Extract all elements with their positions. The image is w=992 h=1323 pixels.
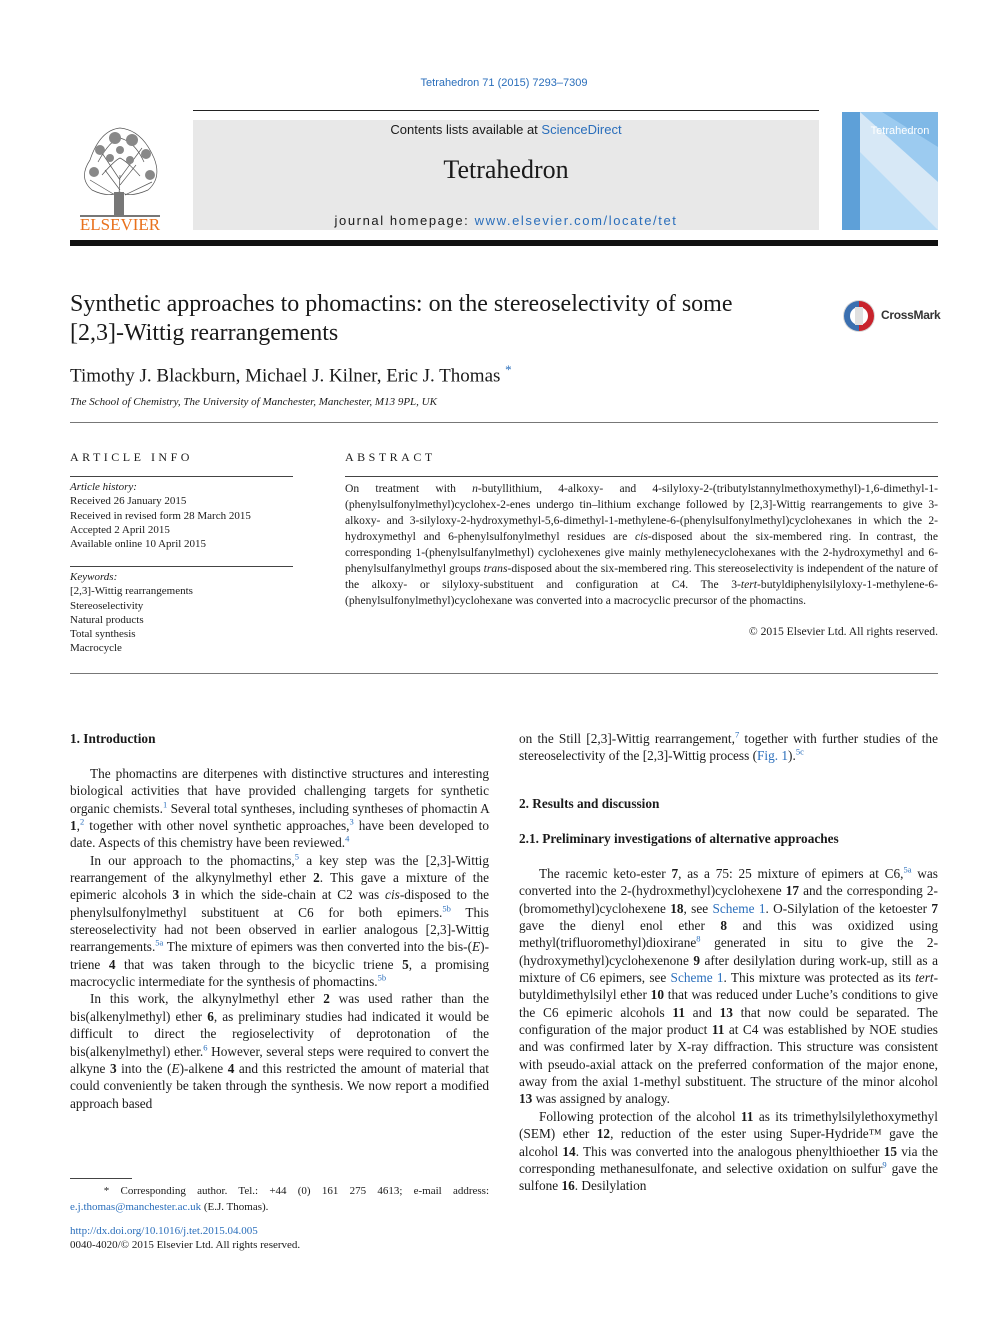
article-info-rule	[70, 476, 293, 477]
history-received: Received 26 January 2015	[70, 495, 187, 508]
keyword-item: [2,3]-Wittig rearrangements	[70, 585, 193, 598]
keyword-item: Stereoselectivity	[70, 599, 144, 612]
section-heading-results: 2. Results and discussion	[519, 796, 660, 811]
elsevier-tree-icon	[70, 120, 170, 235]
journal-reference[interactable]: Tetrahedron 71 (2015) 7293–7309	[420, 77, 588, 89]
contents-prefix: Contents lists available at	[390, 122, 542, 137]
sciencedirect-link[interactable]: ScienceDirect	[541, 122, 622, 137]
journal-cover[interactable]	[842, 112, 938, 230]
corresponding-author-footnote	[70, 1183, 489, 1215]
top-rule	[193, 110, 819, 111]
keyword-item: Natural products	[70, 613, 144, 626]
history-online: Available online 10 April 2015	[70, 538, 207, 551]
footnote-suffix: (E.J. Thomas).	[201, 1201, 269, 1213]
cover-title: Tetrahedron	[870, 125, 930, 137]
section-heading-introduction: 1. Introduction	[70, 731, 156, 746]
footnote-text: * Corresponding author. Tel.: +44 (0) 161 275 4613; e-mail address:	[103, 1185, 490, 1197]
abstract-heading: ABSTRACT	[345, 450, 436, 464]
author-names: Timothy J. Blackburn, Michael J. Kilner, Eric J. Thomas	[70, 365, 501, 387]
contents-line	[193, 122, 819, 137]
subsection-heading-preliminary: 2.1. Preliminary investigations of alternative approaches	[519, 831, 839, 846]
crossmark-badge[interactable]	[842, 297, 942, 335]
intro-paragraph: The phomactins are diterpenes with distinctive structures and interesting biological activities that have provided challenging targets for synthetic organic chemists.$^1$ Several total syntheses, including syntheses of phomactin A 1,$^2$ together with other novel synthetic approaches,$^3$ have been developed to date. Aspects of this chemistry have been reviewed.$^4$	[70, 766, 489, 851]
article-history	[70, 480, 295, 551]
article-title: Synthetic approaches to phomactins: on the stereoselectivity of some [2,3]-Wittig rearrangements	[70, 291, 733, 346]
intro-paragraph: In our approach to the phomactins,$^5$ a key step was the [2,3]-Wittig rearrangement of the alkynylmethyl ether 2. This gave a mixture of the epimeric alcohols 3 in which the side-chain at C2 was cis-disposed to the phenylsulfonylmethyl substituent at C6 for both epimers.$^{5b}$ This stereoselectivity had not been observed in earlier analogous [2,3]-Wittig rearrangements.$^{5a}$ The mixture of epimers was then converted into the bis-(E)-triene 4 that was taken through to the bicyclic triene 5, a promising macrocyclic intermediate for the synthesis of phomactins.$^{5b}$	[70, 851, 490, 990]
doi-link[interactable]: http://dx.doi.org/10.1016/j.tet.2015.04.005	[70, 1225, 258, 1237]
abstract-rule	[345, 476, 938, 477]
keyword-item: Macrocycle	[70, 642, 122, 655]
body-rule	[70, 673, 938, 674]
right-column-intro-continuation	[519, 730, 938, 765]
intro-paragraph: on the Still [2,3]-Wittig rearrangement,$^7$ together with further studies of the stereoselectivity of the [2,3]-Wittig process (Fig. 1).$^{5c}$	[519, 729, 938, 764]
homepage-link[interactable]: www.elsevier.com/locate/tet	[474, 213, 678, 228]
author-list	[70, 362, 512, 387]
abstract-copyright: © 2015 Elsevier Ltd. All rights reserved.	[748, 625, 938, 638]
affiliation-rule	[70, 422, 938, 423]
affiliation: The School of Chemistry, The University of Manchester, Manchester, M13 9PL, UK	[70, 396, 437, 408]
keyword-item: Total synthesis	[70, 628, 136, 641]
author-email-link[interactable]: e.j.thomas@manchester.ac.uk	[70, 1201, 202, 1213]
right-column-text	[519, 865, 938, 1195]
keywords-label: Keywords:	[70, 571, 118, 583]
keywords	[70, 570, 295, 656]
homepage-line	[193, 213, 819, 228]
journal-name: Tetrahedron	[443, 155, 569, 184]
left-column-text	[70, 765, 489, 1112]
history-revised: Received in revised form 28 March 2015	[70, 509, 251, 522]
crossmark-icon	[842, 297, 876, 335]
abstract-text: On treatment with n-butyllithium, 4-alkoxy- and 4-silyloxy-2-(tributylstannylmethoxymethyl)-1,6-dimethyl-1-(phenylsulfonylmethyl)cyclohex-2-enes undergo tin–lithium exchange followed by [2,3]-Wittig rearrangements to give 3-alkoxy- and 3-silyloxy-2-hydroxymethyl-5,6-dimethyl-1-methylene-6-(phenylsulfonylmethyl)cyclohexanes in which the 2-hydroxymethyl and 6-phenylsulfonylmethyl residues are cis-disposed about the six-membered ring. In contrast, the corresponding 1-(phenylsulfanylmethyl) cyclohexenes give mainly methylenecyclohexanes with the 2-hydroxymethyl and 6-phenylsulfanylmethyl groups trans-disposed about the six-membered ring. This stereoselectivity is independent of the nature of the alkoxy- or silyloxy-substituent and configuration at C4. The 3-tert-butyldiphenylsilyloxy-1-methylene-6-(phenylsulfonylmethyl)cyclohexane was converted into a macrocyclic precursor of the phomactins.	[345, 482, 939, 607]
crossmark-label: CrossMark	[881, 308, 941, 322]
keywords-rule	[70, 566, 293, 567]
header-rule	[70, 240, 938, 246]
results-paragraph: The racemic keto-ester 7, as a 75: 25 mixture of epimers at C6,$^{5a}$ was converted into the 2-(hydroxmethyl)cyclohexene 17 and the corresponding 2-(bromomethyl)cyclohexene 18, see Scheme 1. O-Silylation of the ketoester 7 gave the dienyl enol ether 8 and this was oxidized using methyl(trifluoromethyl)dioxirane$^8$ generated in situ to give the 2-(hydroxymethyl)cyclohexenone 9 after desilylation during work-up, still as a mixture of C6 epimers, see Scheme 1. This mixture was protected as its tert-butyldimethylsilyl ether 10 that was reduced under Luche’s conditions to give the C6 epimeric alcohols 11 and 13 that now could be separated. The configuration of the major product 11 at C4 was established by NOE studies and was confirmed later by X-ray diffraction. This structure was consistent with pseudo-axial attack on the preferred conformation of the major enone, away from the axial 1-methyl substituent. The structure of the minor alcohol 13 was assigned by analogy.	[519, 864, 939, 1107]
results-paragraph: Following protection of the alcohol 11 as its trimethylsilylethoxymethyl (SEM) ether 12, reduction of the ester using Super-Hydride™ gave the alcohol 14. This was converted into the analogous phenylthioether 15 via the corresponding methanesulfonate, and selective oxidation on sulfur$^9$ gave the sulfone 16. Desilylation	[519, 1108, 939, 1194]
elsevier-logo	[70, 120, 170, 235]
elsevier-wordmark: ELSEVIER	[79, 215, 161, 234]
history-accepted: Accepted 2 April 2015	[70, 523, 170, 536]
history-label: Article history:	[70, 481, 137, 493]
footnote-rule	[70, 1178, 132, 1179]
intro-paragraph: In this work, the alkynylmethyl ether 2 was used rather than the bis(alkenylmethyl) ether 6, as preliminary studies had indicated it would be difficult to direct the regioselectivity of deprotonation of the bis(alkenylmethyl) ether.$^6$ However, several steps were required to convert the alkyne 3 into the (E)-alkene 4 and this restricted the amount of material that could conveniently be taken through the synthesis. We now report a modified approach based	[70, 991, 489, 1111]
issn-line: 0040-4020/© 2015 Elsevier Ltd. All rights reserved.	[70, 1239, 301, 1251]
cover-image	[842, 112, 938, 230]
article-info-heading: ARTICLE INFO	[70, 450, 193, 464]
corresponding-author-mark[interactable]: *	[505, 362, 512, 377]
homepage-prefix: journal homepage:	[334, 213, 475, 228]
